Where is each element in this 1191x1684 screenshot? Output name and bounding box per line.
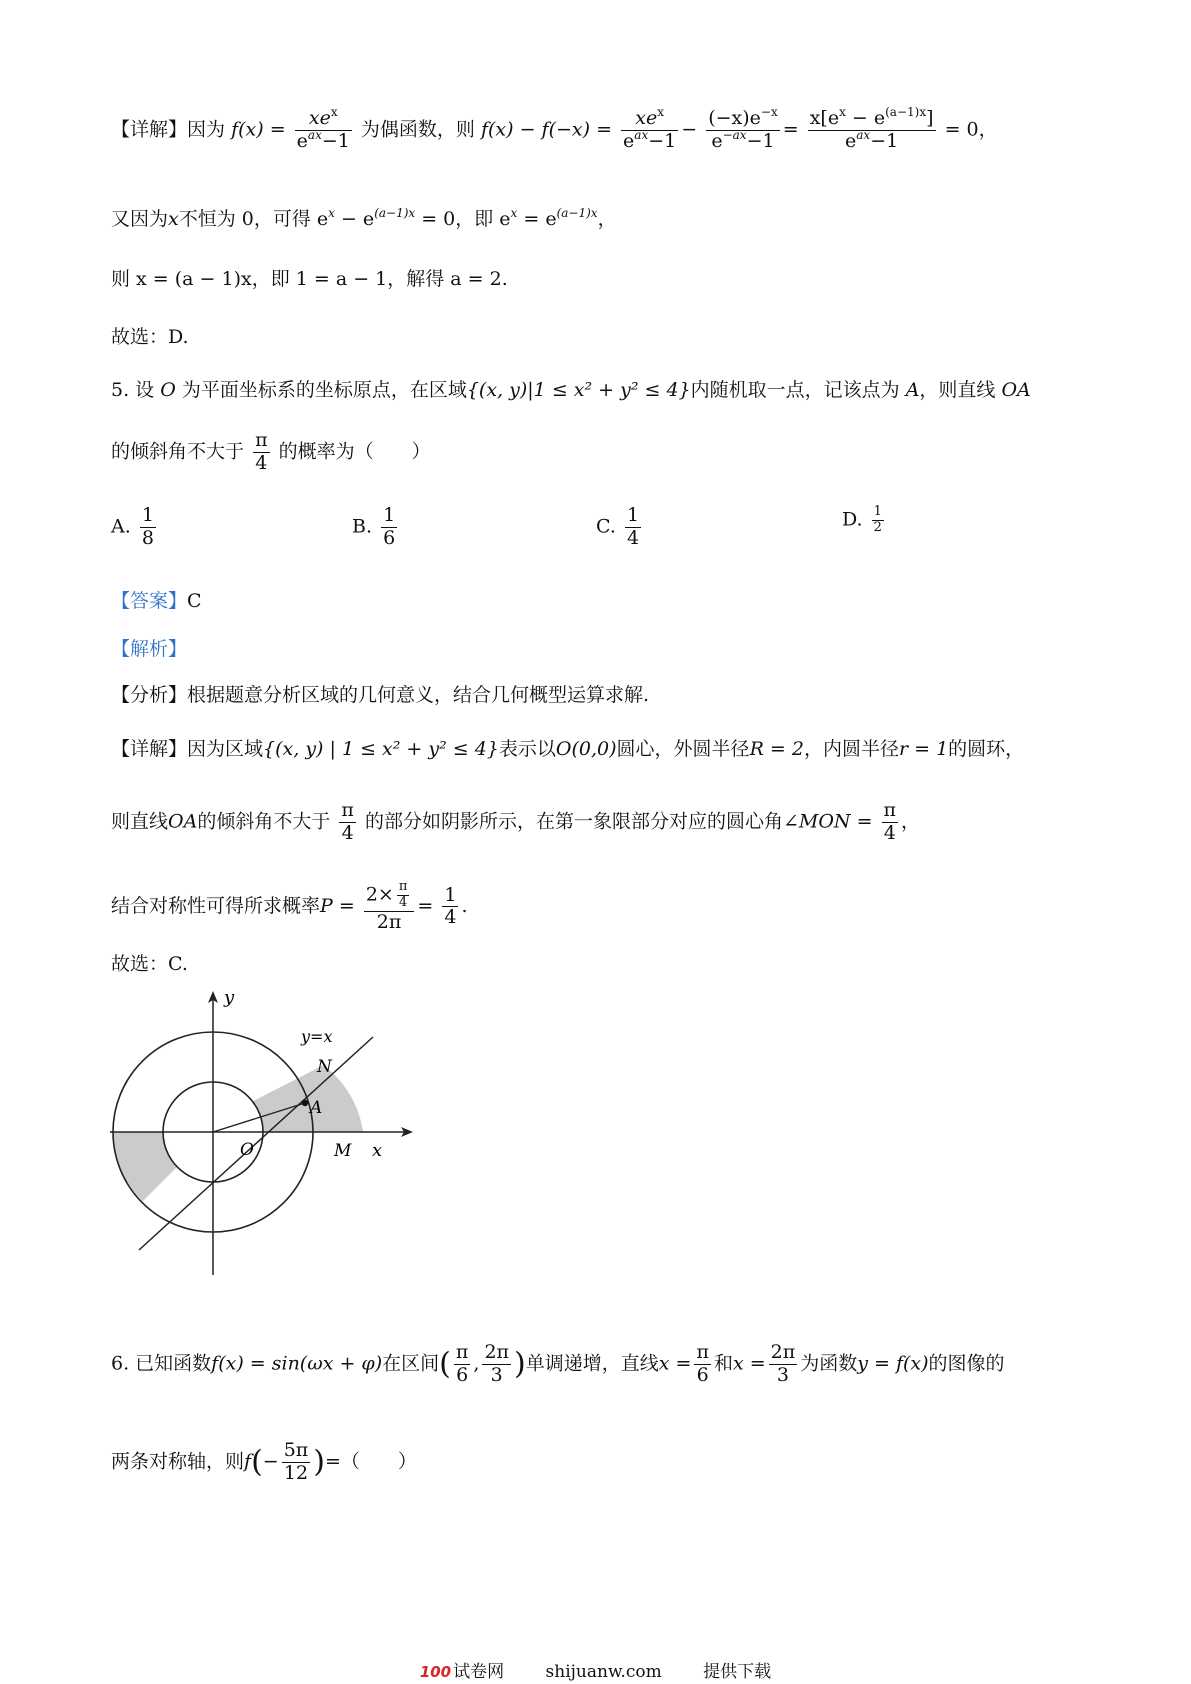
answer-line: 【答案】C xyxy=(111,590,202,612)
q5-stem-line-2: 的倾斜角不大于 $\frac{\pi}{4}$ 的概率为（ ） xyxy=(111,429,431,474)
q6-stem-line-1: 6. 已知函数f(x) = sin(ωx + φ)在区间( $\frac{\pi}{6}$ , $\frac{2\pi}{3}$ )单调递增，直线x = $\frac{\pi}{6}$ 和x = $\frac{2\pi}{3}$ 为函数y = f(x)的图像的 xyxy=(111,1341,1005,1386)
label-N: N xyxy=(317,1057,332,1077)
q5-conclusion: 故选：C. xyxy=(111,953,188,975)
label-M: M xyxy=(334,1141,352,1161)
option-b: B. $\frac{1}{6}$ xyxy=(352,504,396,549)
prev-conclusion: 故选：D. xyxy=(111,326,189,348)
option-a: A. $\frac{1}{8}$ xyxy=(111,504,154,549)
site-url: shijuanw.com xyxy=(545,1662,662,1682)
fraction: $\frac{xe^x}{e^{ax}-1}$ xyxy=(623,105,677,152)
label-O: O xyxy=(240,1140,254,1160)
label-A: A xyxy=(310,1098,323,1118)
detail-label: 【详解】 xyxy=(111,118,188,141)
option-d: D. $\frac{1}{2}$ xyxy=(842,504,882,535)
fenxi-line: 【分析】根据题意分析区域的几何意义，结合几何概型运算求解. xyxy=(111,684,650,706)
answer-label: 【答案】 xyxy=(111,590,188,612)
prev-detail-line-2: 又因为x不恒为 0，可得 $e^x - e^{(a-1)x} = 0$，即 $e^x = e^{(a-1)x}$， xyxy=(111,206,617,230)
brand-name: 试卷网 xyxy=(453,1662,505,1682)
annulus-diagram xyxy=(108,985,428,1285)
analysis-label: 【解析】 xyxy=(111,638,188,660)
label-x: x xyxy=(372,1140,383,1161)
detail-line-1: 【详解】因为区域{(x, y) | 1 ≤ x² + y² ≤ 4}表示以O(0,0)圆心，外圆半径R = 2，内圆半径r = 1的圆环， xyxy=(111,738,1025,760)
download-note: 提供下载 xyxy=(703,1662,772,1682)
label-y: y xyxy=(224,987,235,1008)
shaded-region-third-quadrant xyxy=(113,1132,176,1201)
fraction: $\frac{(-x)e^{-x}}{e^{-ax}-1}$ xyxy=(708,105,778,152)
q5-stem-line-1: 5. 设 O 为平面坐标系的坐标原点，在区域{(x, y)|1 ≤ x² + y² ≤ 4}内随机取一点，记该点为 A，则直线 OA xyxy=(111,379,1031,401)
prev-detail-line: 【详解】因为 f(x) = $\frac{xe^x}{e^{ax}-1}$ 为偶函数，则 f(x) − f(−x) = $\frac{xe^x}{e^{ax}-1}$ − $\frac{(-x)e^{-x}}{e^{-ax}-1}$ = $\frac{x[e^x - e^{(a-1)x}]}{e^{ax}-1}$ = 0， xyxy=(111,105,998,152)
option-c: C. $\frac{1}{4}$ xyxy=(596,504,640,549)
detail-line-2: 则直线OA的倾斜角不大于 $\frac{\pi}{4}$ 的部分如阴影所示，在第一象限部分对应的圆心角∠MON = $\frac{\pi}{4}$ ， xyxy=(111,799,921,844)
fraction: $\frac{x[e^x - e^{(a-1)x}]}{e^{ax}-1}$ xyxy=(809,105,934,152)
brand-logo: 100 xyxy=(419,1663,452,1681)
probability-fraction: 2× $\frac{\pi}{4}$ 2π xyxy=(364,880,415,934)
page-footer xyxy=(0,1657,1191,1682)
detail-line-3: 结合对称性可得所求概率P = 2× $\frac{\pi}{4}$ 2π = $\frac{1}{4}$ . xyxy=(111,879,468,933)
prev-detail-line-3: 则 x = (a − 1)x，即 1 = a − 1，解得 a = 2. xyxy=(111,268,508,290)
fraction: $\frac{\pi}{4}$ xyxy=(255,429,268,474)
q6-stem-line-2: 两条对称轴，则f(− $\frac{5\pi}{12}$ )=（ ） xyxy=(111,1439,417,1484)
point-A xyxy=(302,1100,308,1106)
fraction: $\frac{xe^x}{e^{ax}-1}$ xyxy=(296,105,350,152)
label-line: y=x xyxy=(301,1027,333,1046)
